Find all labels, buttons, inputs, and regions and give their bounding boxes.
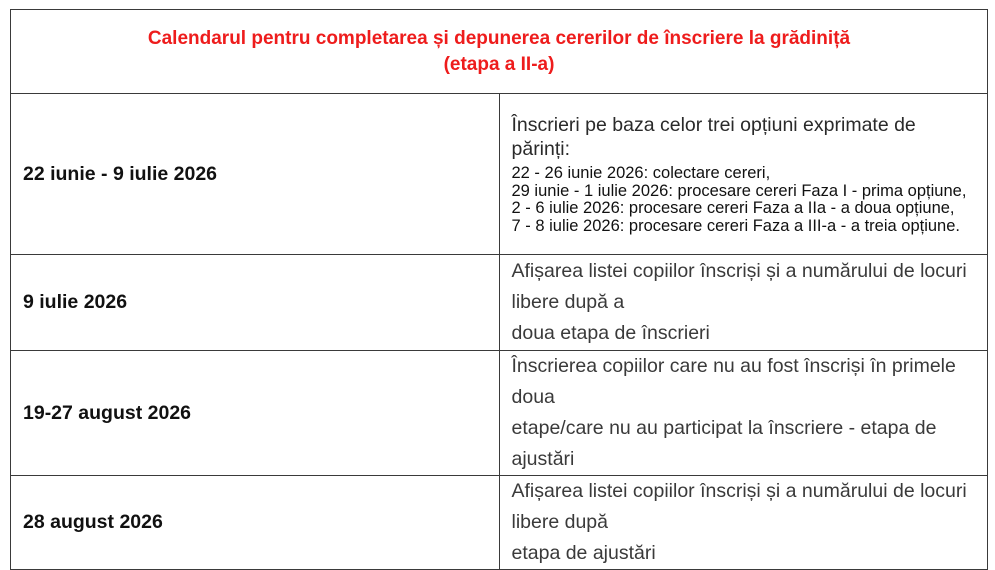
schedule-item: 7 - 8 iulie 2026: procesare cereri Faza a III-a - a treia opțiune.	[511, 216, 960, 235]
table-row	[11, 94, 988, 255]
description-cell	[499, 476, 988, 570]
title-row	[11, 10, 988, 94]
description-cell	[499, 351, 988, 476]
table-title	[11, 10, 988, 94]
description-line: Afișarea listei copiilor înscriși și a numărului de locuri libere după	[511, 480, 967, 533]
description-intro: Înscrieri pe baza celor trei opțiuni exprimate de părinți:	[511, 114, 916, 160]
title-line-2: (etapa a II-a)	[443, 53, 555, 75]
table-row	[11, 351, 988, 476]
date-cell: 22 iunie - 9 iulie 2026	[11, 94, 500, 255]
description-cell	[499, 94, 988, 255]
date-cell: 9 iulie 2026	[11, 255, 500, 351]
schedule-item: 22 - 26 iunie 2026: colectare cereri,	[511, 164, 771, 182]
description-line: etapa de ajustări	[511, 542, 656, 564]
date-cell: 28 august 2026	[11, 476, 500, 570]
schedule-item: 29 iunie - 1 iulie 2026: procesare cereri Faza I - prima opțiune,	[511, 181, 967, 200]
description-line: Înscrierea copiilor care nu au fost înscriși în primele doua	[511, 355, 956, 408]
description-line: etape/care nu au participat la înscriere - etapa de ajustări	[511, 417, 937, 470]
schedule-item: 2 - 6 iulie 2026: procesare cereri Faza a IIa - a doua opțiune,	[511, 199, 955, 217]
description-line: doua etapa de înscrieri	[511, 322, 710, 344]
table-row	[11, 255, 988, 351]
date-cell: 19-27 august 2026	[11, 351, 500, 476]
enrollment-calendar-table	[10, 9, 988, 570]
title-line-1: Calendarul pentru completarea și depunerea cererilor de înscriere la grădiniță	[147, 27, 851, 49]
description-line: Afișarea listei copiilor înscriși și a numărului de locuri libere după a	[511, 260, 967, 313]
description-cell	[499, 255, 988, 351]
table-row	[11, 476, 988, 570]
